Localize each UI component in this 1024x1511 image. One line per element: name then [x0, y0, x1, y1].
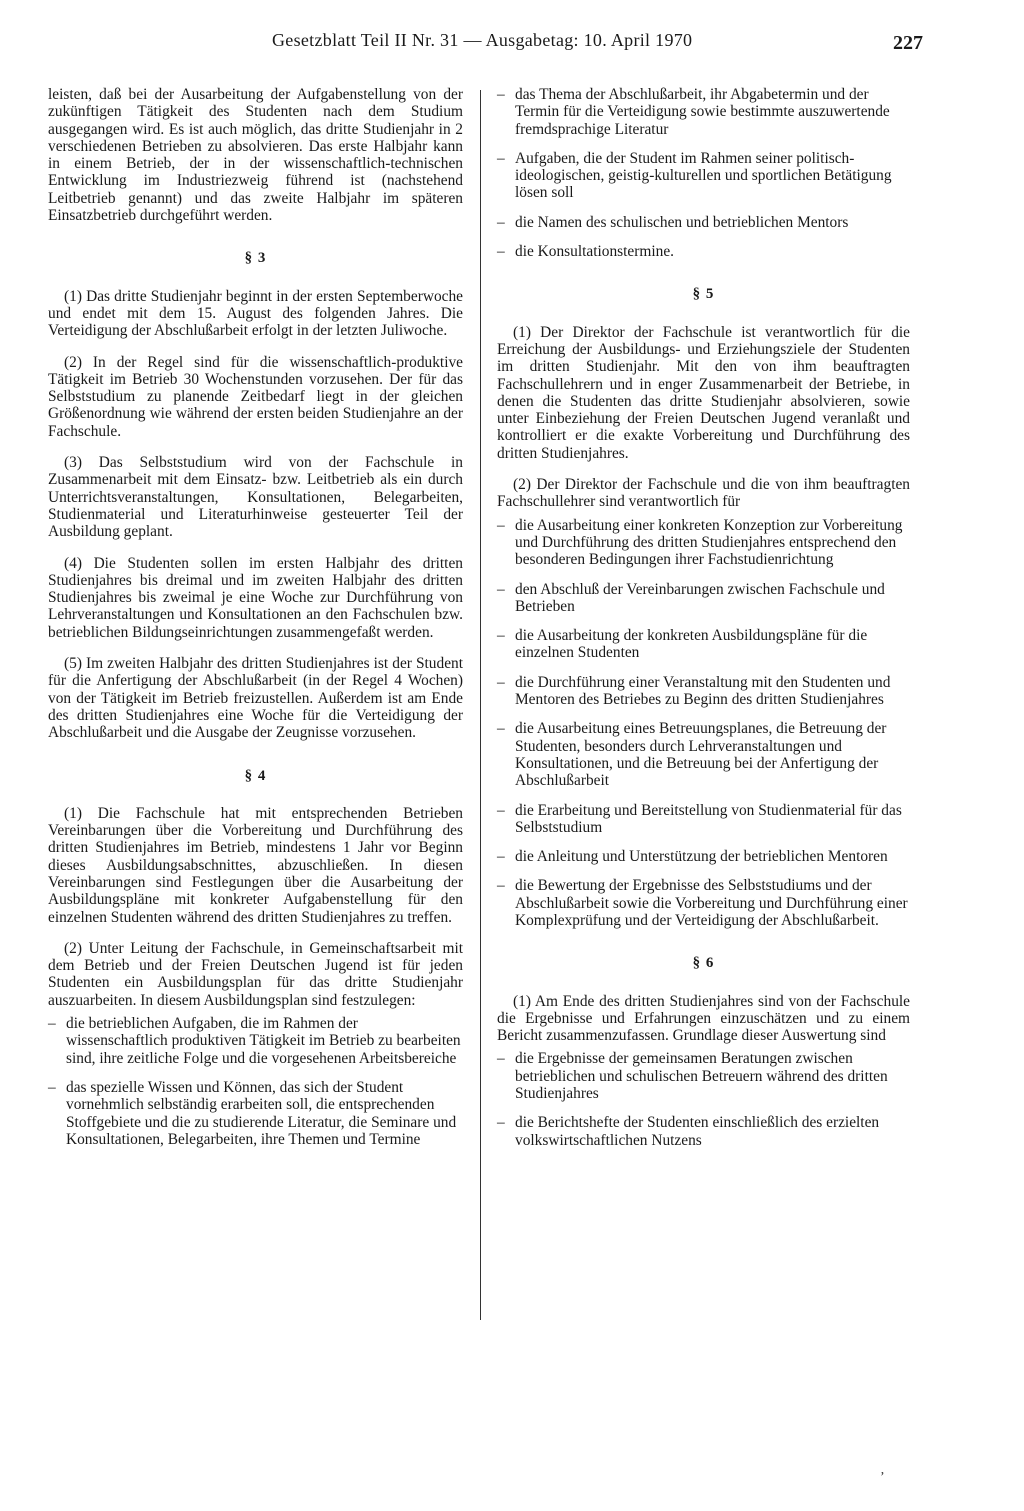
section-3-paragraph-4: (4) Die Studenten sollen im ersten Halbjahr des dritten Studienjahres bis dreimal und im zweiten Halbjahr des dritten Studienjahres bis zweimal je eine Woche zur Durchführung von Lehrveranstaltungen und Konsultationen an den Fachschulen bzw. betrieblichen Bildungseinrichtungen zusammengefaßt werden. [48, 554, 463, 641]
list-item: – Aufgaben, die der Student im Rahmen seiner politisch-ideologischen, geistig-kulturellen und sportlichen Betätigung lösen soll [497, 150, 910, 202]
list-item: – die Durchführung einer Veranstaltung mit den Studenten und Mentoren des Betriebes zu Beginn des dritten Studienjahres [497, 674, 910, 709]
right-column [497, 86, 910, 1161]
section-3-paragraph-2: (2) In der Regel sind für die wissenschaftlich-produktive Tätigkeit im Betrieb 30 Wochenstunden vorzusehen. Der für das Selbststudium zu planende Zeitbedarf liegt in der gleichen Größenordnung wie während der ersten beiden Studienjahre an der Fachschule. [48, 353, 463, 440]
list-item: – die Ausarbeitung eines Betreuungsplanes, die Betreuung der Studenten, besonders durch Lehrveranstaltungen und Konsultationen, und die Betreuung bei der Anfertigung der Abschlußarbeit [497, 720, 910, 789]
section-4-list-continued [497, 86, 910, 260]
section-5-list [497, 517, 910, 930]
list-item: – die Berichtshefte der Studenten einschließlich des erzielten volkswirtschaftlichen Nutzens [497, 1114, 910, 1149]
header-title: Gesetzblatt Teil II Nr. 31 — Ausgabetag: 10. April 1970 [272, 30, 693, 50]
list-item: – die Konsultationstermine. [497, 243, 910, 260]
list-item: – die Erarbeitung und Bereitstellung von Studienmaterial für das Selbststudium [497, 802, 910, 837]
section-6-paragraph-1: (1) Am Ende des dritten Studienjahres sind von der Fachschule die Ergebnisse und Erfahrungen einzuschätzen und zu einem Bericht zusammenzufassen. Grundlage dieser Auswertung sind [497, 992, 910, 1045]
section-3-paragraph-3: (3) Das Selbststudium wird von der Fachschule in Zusammenarbeit mit dem Einsatz- bzw. Leitbetrieb als ein durch Unterrichtsveranstaltungen, Konsultationen, Belegarbeiten, Studienmaterial und Literaturhinweise gesteuerter Teil der Ausbildung geplant. [48, 454, 463, 541]
section-6-list [497, 1050, 910, 1148]
page-number: 227 [893, 32, 923, 54]
section-6-heading: § 6 [692, 955, 715, 972]
section-4-paragraph-2: (2) Unter Leitung der Fachschule, in Gemeinschaftsarbeit mit dem Betrieb und der Freien Deutschen Jugend ist für jeden Studenten ein Ausbildungsplan für das dritte Studienjahr auszuarbeiten. In diesem Ausbildungsplan sind festzulegen: [48, 939, 463, 1009]
list-item: – die Ergebnisse der gemeinsamen Beratungen zwischen betrieblichen und schulischen Betreuern während des dritten Studienjahres [497, 1050, 910, 1102]
list-item: – die Ausarbeitung der konkreten Ausbildungspläne für die einzelnen Studenten [497, 627, 910, 662]
page-header [0, 30, 1024, 60]
section-5-paragraph-1: (1) Der Direktor der Fachschule ist verantwortlich für die Erreichung der Ausbildungs- und Erziehungsziele der Studenten im dritten Studienjahr. Mit den von ihm beauftragten Fachschullehrern und in enger Zusammenarbeit der Betriebe, in denen die Studenten das dritte Studienjahr absolvieren, sowie unter Einbeziehung der Freien Deutschen Jugend veranlaßt und kontrolliert er die exakte Vorbereitung und Durchführung des dritten Studienjahres. [497, 323, 910, 462]
scan-mark: ’ [880, 1470, 885, 1485]
list-item: – das Thema der Abschlußarbeit, ihr Abgabetermin und der Termin für die Verteidigung sowie bestimmte auszuwertende fremdsprachige Literatur [497, 86, 910, 138]
section-3-paragraph-1: (1) Das dritte Studienjahr beginnt in der ersten Septemberwoche und endet mit dem 15. August des folgenden Jahres. Die Verteidigung der Abschlußarbeit erfolgt in der letzten Juliwoche. [48, 287, 463, 340]
list-item: – die Namen des schulischen und betrieblichen Mentors [497, 214, 910, 231]
section-5-heading: § 5 [692, 286, 715, 303]
list-item: – das spezielle Wissen und Können, das sich der Student vornehmlich selbständig erarbeiten soll, die entsprechenden Stoffgebiete und die zu studierende Literatur, die Seminare und Konsultationen, Belegarbeiten, ihre Themen und Termine [48, 1079, 463, 1148]
intro-paragraph: leisten, daß bei der Ausarbeitung der Aufgabenstellung von der zukünftigen Tätigkeit des Studenten nach dem Studium ausgegangen wird. Es ist auch möglich, das dritte Studienjahr in 2 verschiedenen Betrieben zu absolvieren. Das erste Halbjahr kann in einem Betrieb, der in der wissenschaftlich-technischen Entwicklung im Industriezweig führend ist (nachstehend Leitbetrieb genannt) und das zweite Halbjahr im späteren Einsatzbetrieb durchgeführt werden. [48, 86, 463, 225]
list-item: – die Bewertung der Ergebnisse des Selbststudiums und der Abschlußarbeit sowie die Vorbereitung und Durchführung einer Komplexprüfung und der Verteidigung der Abschlußarbeit. [497, 877, 910, 929]
section-4-paragraph-1: (1) Die Fachschule hat mit entsprechenden Betrieben Vereinbarungen über die Vorbereitung und Durchführung des dritten Studienjahres im Betrieb, mindestens 1 Jahr vor Beginn dieses Ausbildungsabschnittes, abzuschließen. In diesen Vereinbarungen sind Festlegungen über die Ausarbeitung der Ausbildungspläne mit konkreter Aufgabenstellung für den einzelnen Studenten während des dritten Studienjahres zu treffen. [48, 804, 463, 926]
left-column [48, 86, 463, 1160]
section-3-heading: § 3 [244, 250, 267, 267]
list-item: – die betrieblichen Aufgaben, die im Rahmen der wissenschaftlich produktiven Tätigkeit im Betrieb zu bearbeiten sind, ihre zeitliche Folge und die vorgesehenen Arbeitsbereiche [48, 1015, 463, 1067]
section-4-heading: § 4 [244, 767, 267, 784]
column-divider [480, 90, 481, 1320]
section-5-paragraph-2: (2) Der Direktor der Fachschule und die von ihm beauftragten Fachschullehrer sind verantwortlich für [497, 476, 910, 511]
list-item: – den Abschluß der Vereinbarungen zwischen Fachschule und Betrieben [497, 581, 910, 616]
list-item: – die Anleitung und Unterstützung der betrieblichen Mentoren [497, 848, 910, 865]
section-3-paragraph-5: (5) Im zweiten Halbjahr des dritten Studienjahres ist der Student für die Anfertigung der Abschlußarbeit (in der Regel 4 Wochen) von der Tätigkeit im Betrieb freizustellen. Außerdem ist am Ende des dritten Studienjahres eine Woche für die Verteidigung der Abschlußarbeit und die Ausgabe der Zeugnisse vorzusehen. [48, 655, 463, 742]
list-item: – die Ausarbeitung einer konkreten Konzeption zur Vorbereitung und Durchführung des dritten Studienjahres entsprechend den besonderen Bedingungen ihrer Fachstudienrichtung [497, 517, 910, 569]
section-4-list [48, 1015, 463, 1148]
